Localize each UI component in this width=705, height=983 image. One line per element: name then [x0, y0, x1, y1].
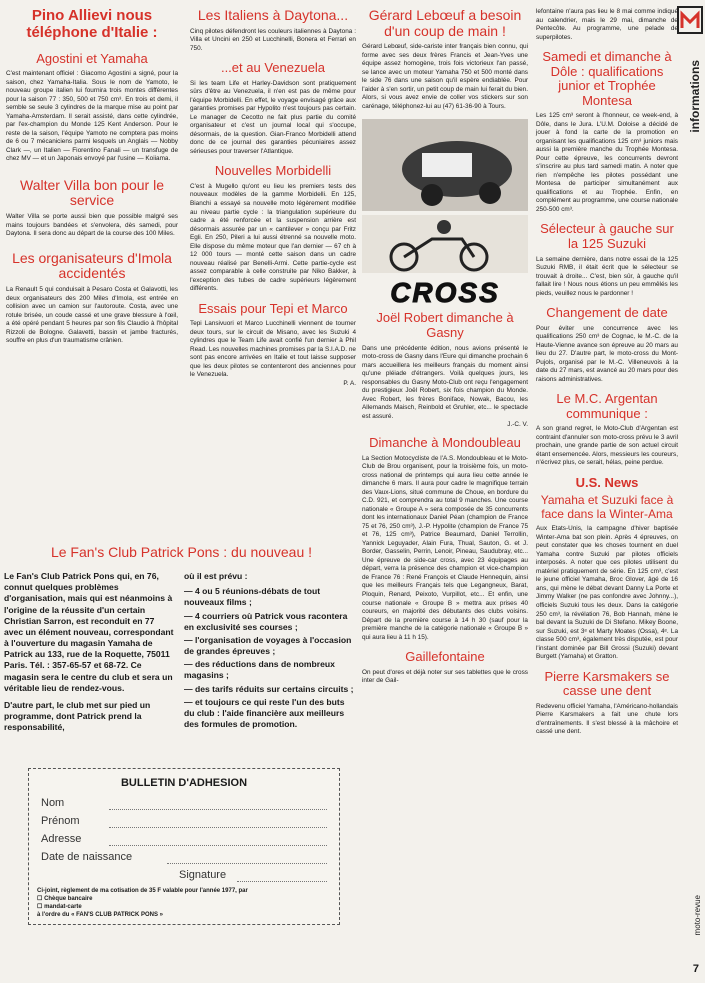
- column-3: [362, 8, 528, 694]
- gerard-title: Gérard Lebœuf a besoin d'un coup de main !: [368, 7, 522, 39]
- fanclub-right-intro: où il est prévu :: [184, 571, 248, 581]
- tepi-body: Tepi Lansivuori et Marco Lucchinelli viennent de tourner deux tours, sur le circuit de Misano, avec les Suzuki 4 cylindres que le Team Life avait confié l'un dernier à Phil Read. Les nouvelles machines promises par la S.I.A.D. ne sont pas encore arrivées en Italie et tout laisse supposer que les deux pilotes se contenteront des anciennes pour le Venezuela.: [190, 320, 356, 379]
- fanclub-right: [184, 571, 356, 730]
- karsmakers-body: Redevenu officiel Yamaha, l'Américano-hollandais Pierre Karsmakers a fait une chute lors d'entraînements. Il s'est blessé à la mâchoire et cassé une dent.: [536, 702, 678, 736]
- karsmakers-title: Pierre Karsmakers se casse une dent: [544, 668, 670, 699]
- bulletin-title: BULLETIN D'ADHESION: [120, 777, 248, 789]
- agostini-title: Agostini et Yamaha: [36, 50, 148, 66]
- italiens-title: Les Italiens à Daytona...: [197, 7, 349, 23]
- usnews-body: Aux Etats-Unis, la campagne d'hiver baptisée Winter-Ama bat son plein. Après 4 épreuves, on peut constater que les choses tournent en duel Yamaha contre Suzuki par pilotes officiels interposés. A noter que ces pilotes utilisent du matériel pratiquement de série. En 125 cm³, c'est le jeune officiel Yamaha, Broc Glover, âgé de 16 ans, qui mène le débat devant Danny La Porte et Jimmy Walker (ne pas confondre avec Johnny...), officiels Suzuki tous les deux. Dans la catégorie 250 cm³, la révélation 76, Bob Hannah, mène le bal devant la Suzuki de Di Stefano. Mikey Boone, sur Suzuki, est 3ᵉ et Marty Moates (Ossa), 4ᵉ. La classe 500 cm³, également très disputée, est pour l'instant dominée par Bill Grossi (Suzuki) devant Burgett (Yamaha) et Gratton.: [536, 525, 678, 661]
- magazine-logo-icon: [677, 6, 703, 34]
- mondoubleau-body: La Section Motocycliste de l'A.S. Mondoubleau et le Moto-Club de Brou organisent, pour la troisième fois, un moto-cross national de printemps qui aura lieu cette année le dimanche 6 mars. Il aura pour cadre le magnifique terrain des Vaux-Lions, situé commune de Choue, en bordure du C.D. 921, et comprendra au total 9 manches. Une course nationale « Groupe A » sera composée de 35 concurrents dont les internationaux Daniel Péan (champion de France 75 et 76, 250 cm³), J.-P. Hypolite (champion de France 75 et 76, 125 cm³), Patrice Beaumard, Daniel Terrollin, Yannick Leguyader, Alain Fura, Thual, Sauton, G. et J. Border, Gasselin, Perrin, Lenoir, Pineau, Saudubray, etc... Une épreuve de side-car cross, avec 23 équipages au départ, verra la présence des champion et vice-champion de France 76 : René François et Claude Hennequin, ainsi que les meilleurs Français tels que Legangneux, Barat, Ploquin, Renard, Peixoto, Vurpillot, etc... Et enfin, une course nationale « Groupe B » mettra aux prises 40 coureurs, en majorité des débutants des clubs voisins. Départ de la première course à 14 h 30 (sauf pour la première manche de la catégorie nationale « Groupe B » qui aura lieu à 11 h 15).: [362, 454, 528, 641]
- field-prenom-input[interactable]: [109, 827, 327, 828]
- field-prenom-label: Prénom: [41, 815, 80, 827]
- membership-form: [28, 768, 340, 925]
- dole-body: Les 125 cm³ seront à l'honneur, ce week-end, à Dôle, dans le Jura. L'U.M. Doloise a décidé de jouer à fond la carte de la promotion en organisant les qualifications 125 cm³ juniors mais aussi la première manche du Trophée Montesa. Pour cette épreuve, les concurrents devront s'inscrire au plus tard samedi matin. A noter que rien n'empêche les pilotes possédant une Montesa de participer simultanément aux qualifications et au Trophée. Enfin, en complément au programme, une course nationale 250-500 cm³.: [536, 112, 678, 213]
- fanclub-left: [4, 571, 174, 733]
- robert-body: Dans une précédente édition, nous avions présenté le moto-cross de Gasny dans l'Eure qui dimanche prochain 6 mars accueillera les meilleurs français du moment ainsi qu'une pléiade d'étrangers. Voilà quelques jours, les responsables du Gasny Moto-Club ont reçu l'engagement du prestigieux Joël Robert, six fois champion du Monde. Avec Robert, les frères Boniface, Nowak, Bacou, les Allemands Maisch, Reinbold et Gruhler, etc... le spectacle est assuré.: [362, 344, 528, 420]
- imola-title: Les organisateurs d'Imola accidentés: [12, 249, 172, 282]
- field-signature-label: Signature: [179, 869, 227, 881]
- cross-logo: CROSS: [390, 277, 500, 309]
- bulletin-order-text: à l'ordre du « FAN'S CLUB PATRICK PONS »: [37, 912, 163, 919]
- gaillefontaine-continued: lefontaine n'aura pas lieu le 8 mai comme indiqué au calendrier, mais le 29 mai, dimanche de Pentecôte. Au programme, une pelade de superpilotes.: [536, 8, 678, 41]
- date-title: Changement de date: [546, 305, 668, 321]
- tepi-signature: P. A.: [343, 379, 356, 387]
- section-label: informations: [688, 60, 702, 133]
- date-body: Pour éviter une concurrence avec les qualifications 250 cm³ de Cognac, le M.-C. de la Haute-Vienne avance son épreuve au 20 mars au lieu du 27. D'autre part, le moto-cross du Mont-Pujols, organisé par le M.-C. Villeneuvois à la date du 27 mars, est avancé au 20 mars pour des raisons administratives.: [536, 324, 678, 383]
- fanclub-title: Le Fan's Club Patrick Pons : du nouveau !: [50, 544, 313, 560]
- agostini-body: C'est maintenant officiel : Giacomo Agostini a signé, pour la saison, chez Yamaha-Italia. Sous le nom de Yamoto, le nouveau groupe italien lui fournira trois montes différentes pour la saison 77 : 350, 500 et 750 cm³. En trois et demi, il semble se seule 3 cylindres de la marque mise au point par Yamaha-Amsterdam. Il serait assisté, dans cette cylindrée, par l'ex-champion du Monde 125 Kent Anderson. Pour le reste de la saison, l'équipe Yamoto ne comptera pas moins de 6 ou 7 mécaniciens parmi lesquels un Anglais — Nobby Clark —, un Italien — Fiorentino Fanali — un transfuge de chez MV — et un Japonais envoyé par l'usine — Koiiama.: [6, 70, 178, 163]
- field-adresse-input[interactable]: [109, 845, 327, 846]
- morbidelli-body: C'est à Mugello qu'ont eu lieu les premiers tests des nouveaux modèles de la gamme Morbidelli. En 125, Bianchi a essayé sa nouvelle moto légèrement modifiée au niveau partie cycle : la triangulation supérieure du cadre a été renforcée et la suspension arrière est désormais assurée par un « cantilever » conçu par Fritz Egli. En 250, Pileri a lui aussi étrenné sa nouvelle moto. Elle dispose du même moteur que l'an dernier — 67 ch à 12 000 tours — monté cette saison dans un cadre nouveau réalisé par Benelli-Armi. Cette partie-cycle est assez comparable à celle construite par Niko Bakker, à l'exception des tubes de cadre supérieurs légèrement différents.: [190, 182, 356, 293]
- usnews-title: U.S. News: [575, 474, 639, 490]
- argentan-title: Le M.C. Argentan communique :: [556, 391, 658, 421]
- sidecar-photo: [362, 119, 528, 211]
- column-4: [536, 8, 678, 745]
- robert-title: Joël Robert dimanche à Gasny: [376, 310, 514, 341]
- morbidelli-title: Nouvelles Morbidelli: [214, 163, 332, 179]
- argentan-body: A son grand regret, le Moto-Club d'Argentan est contraint d'annuler son moto-cross prévu le 3 avril prochain, une grande partie de son actuel circuit étant ensemencée. Alors, messieurs les coureurs, n'écrivez plus, ce serait, hélas, peine perdue.: [536, 425, 678, 467]
- robert-signature: J.-C. V.: [507, 421, 528, 429]
- fanclub-item: — l'organisation de voyages à l'occasion de grandes épreuves ;: [184, 634, 352, 657]
- imola-body: La Renault 5 qui conduisait à Pesaro Costa et Galavotti, les deux organisateurs des 200 Miles d'Imola, est entrée en collision avec un camion sur l'autoroute. Costa, avec une rotule brisée, un coude cassé et une grave blessure à l'œil, a été opéré pendant 5 heures par son fils Claudio à l'hôpital Rizzoli de Bologne. Galavetti, bassin et jambe fracturés, souffre en plus d'un traumatisme crânien.: [6, 286, 178, 345]
- usnews-subtitle: Yamaha et Suzuki face à face dans la Winter-Ama: [540, 493, 674, 521]
- gaillefontaine-body: On peut d'ores et déjà noter sur ses tablettes que le cross inter de Gail-: [362, 668, 528, 685]
- field-naissance-label: Date de naissance: [41, 851, 133, 863]
- column-2: [190, 8, 356, 387]
- selecteur-title: Sélecteur à gauche sur la 125 Suzuki: [540, 221, 674, 251]
- checkbox-icon[interactable]: ☐: [37, 896, 43, 903]
- gaillefontaine-title: Gaillefontaine: [405, 649, 485, 665]
- field-nom-input[interactable]: [109, 809, 327, 810]
- fanclub-left-text: Le Fan's Club Patrick Pons qui, en 76, connut quelques problèmes d'organisation, mais qui est néanmoins à l'origine de la réussite d'un certain Christian Sarron, est reconduit en 77 avec un élément nouveau, correspondant à l'ouverture du magasin Yamaha de Patrick au 133, rue de la Roquette, 75011 Paris. Tél. : 357-65-57 et 68-72. Ce magasin sera le centre du club et sera un véritable lieu de rendez-vous.: [4, 571, 174, 693]
- walter-body: Walter Villa se porte aussi bien que possible malgré ses mains toujours bandées et s'envolera, dès samedi, pour Daytona. Il sera donc au départ de la course des 100 Miles.: [6, 213, 178, 238]
- field-nom-label: Nom: [41, 797, 65, 809]
- fanclub-item: — des tarifs réduits sur certains circuits ;: [184, 683, 354, 694]
- italiens-body: Cinq pilotes défendront les couleurs italiennes à Daytona : Villa et Uncini en 250 et Lucchinelli, Bonera et Ferrari en 750.: [190, 27, 356, 52]
- venezuela-title: ...et au Venezuela: [220, 60, 326, 76]
- field-adresse-label: Adresse: [41, 833, 82, 845]
- fanclub-item: — des réductions dans de nombreux magasins ;: [184, 659, 335, 681]
- checkbox-icon[interactable]: ☐: [37, 904, 43, 911]
- bulletin-payment-text: Ci-joint, règlement de ma cotisation de 35 F valable pour l'année 1977, par: [37, 888, 248, 894]
- column-1: [6, 8, 178, 354]
- motocross-photo: [362, 215, 528, 273]
- fanclub-item: — 4 courriers où Patrick vous racontera en exclusivité ses courses ;: [184, 610, 348, 632]
- option-mandat[interactable]: ☐ mandat-carte: [37, 904, 82, 911]
- venezuela-body: Si les team Life et Harley-Davidson sont pratiquement sûrs d'être au Venezuela, il n'en est pas de même pour l'équipe Morbidelli. En effet, le voyage envisagé grâce aux garanties promises par Hypolito n'est toujours pas certain. Le manager de Cecotto ne fait plus partie du comité organisateur et c'est un journal local qui s'occupe, désormais, de la question. Gian-Franco Morbidelli attend donc de ce journal des garanties pécuniaires assez sérieuses pour traverser l'Atlantique.: [190, 79, 356, 155]
- mondoubleau-title: Dimanche à Mondoubleau: [369, 435, 521, 451]
- selecteur-body: La semaine dernière, dans notre essai de la 125 Suzuki RMB, il était écrit que le sélecteur se trouvait à droite... C'est, bien sûr, à gauche qu'il fallait lire ! Nous nous étions un peu emmêlés les pieds, veuillez nous le pardonner !: [536, 255, 678, 297]
- fanclub-left-text-2: D'autre part, le club met sur pied un programme, dont Patrick prend la responsabilité,: [4, 699, 151, 733]
- fanclub-item: — et toujours ce qui reste l'un des buts du club : l'aide financière aux meilleurs des formules de promotion.: [184, 696, 345, 730]
- dole-title: Samedi et dimanche à Dôle : qualifications junior et Trophée Montesa: [542, 49, 672, 108]
- gerard-body: Gérard Lebœuf, side-cariste inter français bien connu, qui forme avec ses deux frères Francis et Jean-Yves une équipe assez homogène, trois fois victorieux l'an passé, se lance avec un moteur Yamaha 750 et 500 monté dans le side 76 dans une saison qu'il espère endiablée. Pour l'aider à s'en sortir, un petit coup de main lui ferait du bien. Alors, si vous avez envie de coller vos stickers sur son carénage, téléphonez-lui au (47) 61-36-90 à Tours.: [362, 43, 528, 110]
- magazine-name: moto-revue: [693, 895, 702, 936]
- fanclub-item: — 4 ou 5 réunions-débats de tout nouveaux films ;: [184, 586, 321, 608]
- bulletin-footer: [37, 887, 248, 919]
- walter-title: Walter Villa bon pour le service: [20, 176, 164, 209]
- pino-title: Pino Allievi nous téléphone d'Italie :: [26, 7, 158, 41]
- field-naissance-input[interactable]: [167, 863, 327, 864]
- tepi-title: Essais pour Tepi et Marco: [198, 300, 348, 316]
- option-cheque[interactable]: ☐ Chèque bancaire: [37, 896, 93, 903]
- field-signature-input[interactable]: [237, 881, 327, 882]
- page-number: 7: [692, 963, 699, 975]
